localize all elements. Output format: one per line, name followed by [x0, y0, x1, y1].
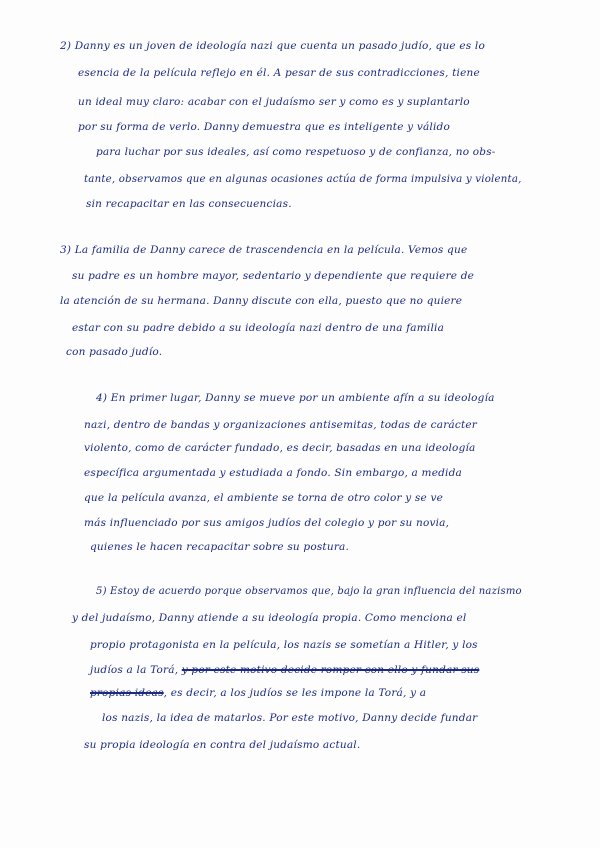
line-text: judíos a la Torá,	[90, 664, 182, 676]
line-text: estar con su padre debido a su ideología nazi dentro de una familia	[72, 322, 445, 334]
line-text: 4) En primer lugar, Danny se mueve por un ambiente afín a su ideología	[96, 392, 495, 404]
line-text: nazi, dentro de bandas y organizaciones antisemitas, todas de carácter	[84, 419, 478, 431]
line-text: sin recapacitar en las consecuencias.	[86, 198, 292, 210]
line-text: esencia de la película reflejo en él. A pesar de sus contradicciones, tiene	[78, 67, 480, 79]
text-line	[84, 467, 462, 479]
text-line	[78, 121, 450, 133]
line-text: y del judaísmo, Danny atiende a su ideología propia. Como menciona el	[72, 612, 467, 624]
line-text: un ideal muy claro: acabar con el judaísmo ser y como es y suplantarlo	[78, 96, 470, 108]
line-text: la atención de su hermana. Danny discute con ella, puesto que no quiere	[60, 295, 463, 307]
text-line	[84, 419, 477, 431]
text-line	[60, 295, 462, 307]
text-line	[96, 146, 496, 158]
line-text: específica argumentada y estudiada a fondo. Sin embargo, a medida	[84, 467, 462, 479]
text-line	[72, 270, 474, 282]
text-line	[84, 739, 360, 751]
text-line	[90, 687, 426, 699]
line-text: por su forma de verlo. Danny demuestra que es inteligente y válido	[78, 121, 450, 133]
text-line	[96, 585, 522, 597]
text-line	[96, 392, 495, 404]
text-line	[84, 442, 476, 454]
line-text: que la película avanza, el ambiente se torna de otro color y se ve	[84, 492, 444, 504]
text-line	[66, 346, 162, 358]
text-line	[78, 96, 470, 108]
text-line	[60, 244, 467, 256]
line-text: 3) La familia de Danny carece de trascendencia en la película. Vemos que	[60, 244, 468, 256]
line-text: su padre es un hombre mayor, sedentario y dependiente que requiere de	[72, 270, 475, 282]
line-text: su propia ideología en contra del judaísmo actual.	[84, 739, 361, 751]
text-line	[90, 541, 349, 553]
line-text: 5) Estoy de acuerdo porque observamos que, bajo la gran influencia del nazismo	[96, 585, 522, 597]
text-line	[86, 198, 292, 210]
line-text: para luchar por sus ideales, así como respetuoso y de confianza, no obs-	[96, 146, 496, 158]
text-line	[90, 664, 479, 676]
line-text: más influenciado por sus amigos judíos del colegio y por su novia,	[84, 517, 450, 529]
text-line	[84, 517, 449, 529]
line-text: los nazis, la idea de matarlos. Por este motivo, Danny decide fundar	[102, 712, 478, 724]
line-text: 2) Danny es un joven de ideología nazi que cuenta un pasado judío, que es lo	[60, 40, 486, 52]
text-line	[72, 612, 467, 624]
text-line	[90, 639, 478, 651]
line-text: violento, como de carácter fundado, es decir, basadas en una ideología	[84, 442, 476, 454]
text-line	[84, 173, 522, 185]
line-text: propio protagonista en la película, los nazis se sometían a Hitler, y los	[90, 639, 478, 651]
line-text: quienes le hacen recapacitar sobre su postura.	[90, 541, 350, 553]
text-line	[78, 67, 480, 79]
line-text: tante, observamos que en algunas ocasiones actúa de forma impulsiva y violenta,	[84, 173, 522, 185]
text-line	[84, 492, 443, 504]
struck-text: propias ideas	[90, 687, 164, 699]
line-text: , es decir, a los judíos se les impone la Torá, y a	[163, 687, 427, 699]
struck-text: y por este motivo decide romper con ello y fundar sus	[181, 664, 480, 676]
text-line	[72, 322, 444, 334]
text-line	[102, 712, 477, 724]
line-text: con pasado judío.	[66, 346, 163, 358]
text-line	[60, 40, 485, 52]
